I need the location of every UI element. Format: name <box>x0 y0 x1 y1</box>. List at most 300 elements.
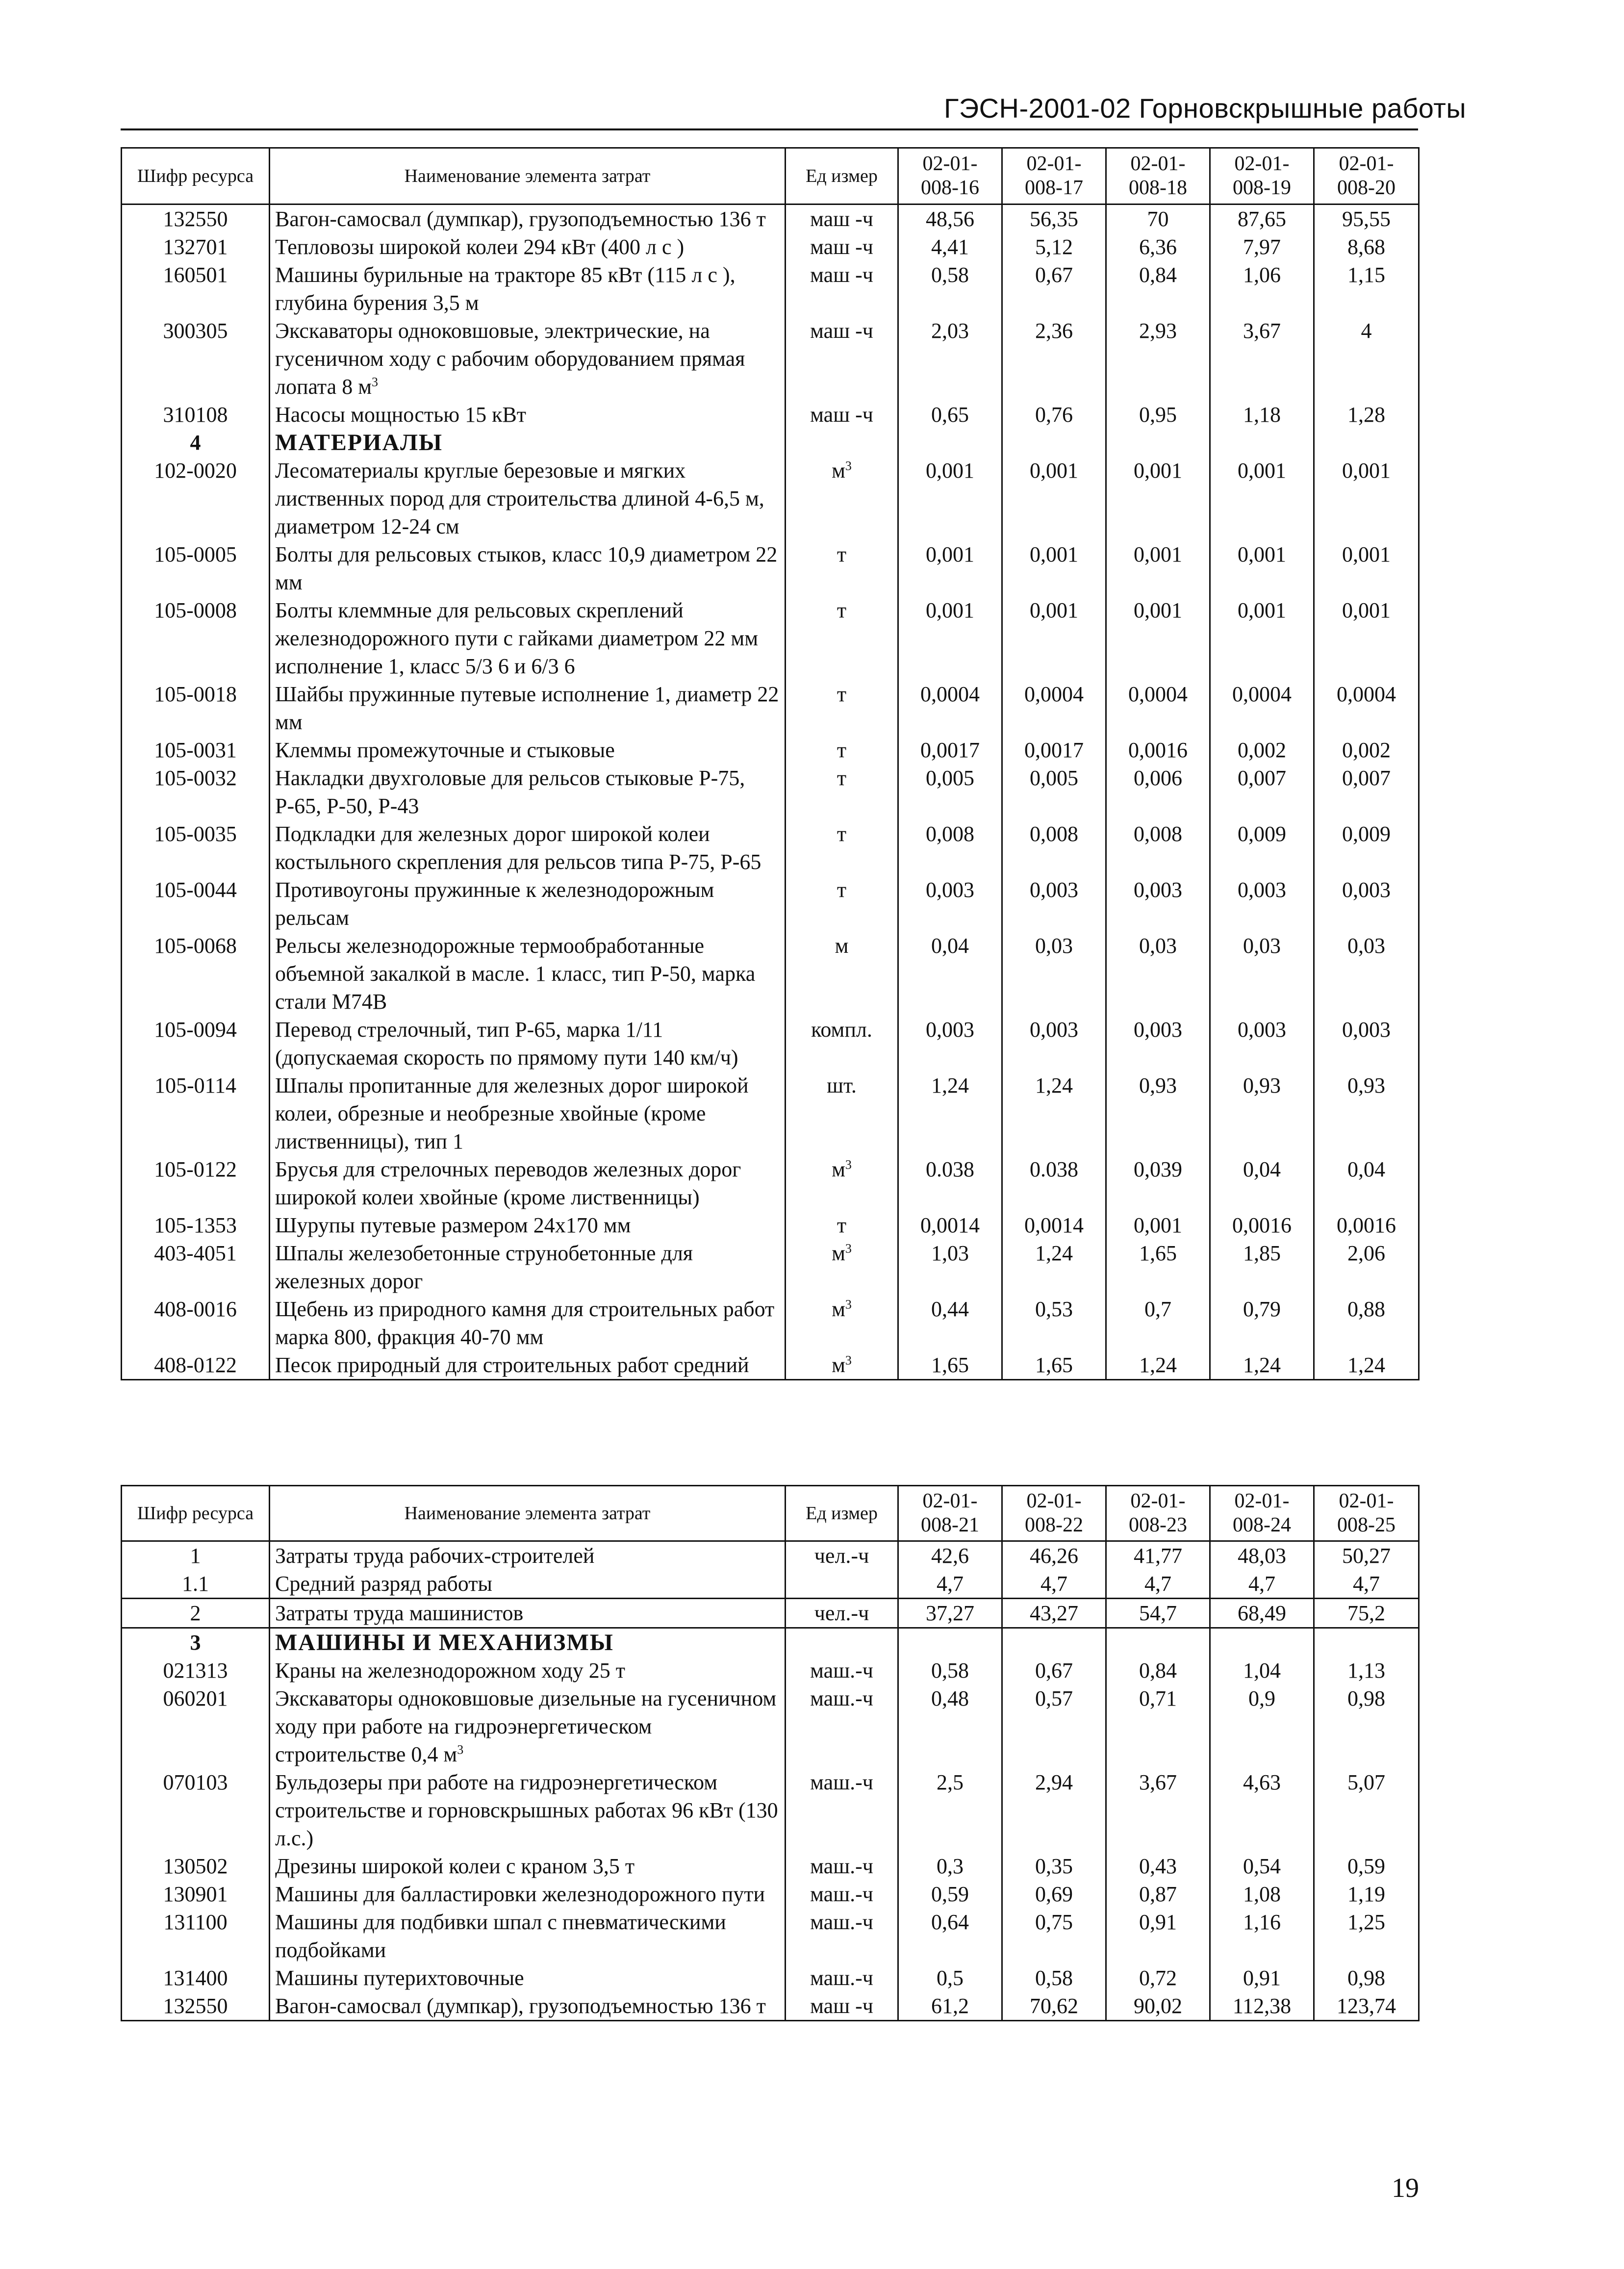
table-row <box>122 736 1419 764</box>
norm-value: 0,008 <box>926 822 974 846</box>
norm-value: 0,003 <box>926 1018 974 1042</box>
resource-name-cell <box>270 457 786 540</box>
col-header-unit: Ед измер <box>786 148 898 204</box>
table-row <box>122 540 1419 596</box>
table-row <box>122 317 1419 401</box>
value-cell <box>1210 1964 1314 1992</box>
norm-value: 2,5 <box>937 1770 964 1794</box>
resource-code-cell <box>122 1964 270 1992</box>
resource-code: 105-0018 <box>154 682 237 706</box>
value-cell <box>1106 429 1210 457</box>
resource-code-cell <box>122 1852 270 1880</box>
table-row <box>122 1570 1419 1599</box>
norm-value: 4,41 <box>931 235 969 259</box>
col-header-norm-2-prefix: 02-01- <box>1026 153 1082 175</box>
norm-value: 0,71 <box>1139 1686 1177 1710</box>
value-cell <box>1106 261 1210 317</box>
value-cell <box>898 1239 1002 1295</box>
table-row <box>122 1852 1419 1880</box>
value-cell <box>898 233 1002 261</box>
value-cell <box>1002 1016 1106 1071</box>
norm-value: 0,04 <box>931 934 969 958</box>
value-cell <box>1002 932 1106 1016</box>
norm-value: 2,36 <box>1035 319 1073 343</box>
norm-value: 0,002 <box>1238 738 1286 762</box>
norm-value: 0,79 <box>1243 1297 1281 1321</box>
resource-code: 4 <box>190 431 201 455</box>
norm-value: 0,59 <box>931 1882 969 1906</box>
value-cell <box>1210 1211 1314 1239</box>
resource-name: Машины для балластировки железнодорожного пути <box>275 1882 765 1906</box>
resource-code: 105-0122 <box>154 1157 237 1181</box>
resource-name-cell <box>270 401 786 429</box>
unit-label: т <box>837 598 847 622</box>
unit-label: маш.-ч <box>810 1854 873 1878</box>
resource-name-cell <box>270 680 786 736</box>
value-cell <box>1314 1599 1419 1628</box>
unit-cell <box>786 1570 898 1599</box>
resource-name: Краны на железнодорожном ходу 25 т <box>275 1658 626 1683</box>
unit-label: т <box>837 542 847 566</box>
value-cell <box>1002 1211 1106 1239</box>
norm-value: 1,85 <box>1243 1241 1281 1265</box>
norm-value: 3,67 <box>1139 1770 1177 1794</box>
norm-value: 0,53 <box>1035 1297 1073 1321</box>
value-cell <box>1002 1880 1106 1908</box>
col-header-norm-5-suffix: 008-20 <box>1337 177 1396 199</box>
unit-cell <box>786 932 898 1016</box>
value-cell <box>898 1768 1002 1852</box>
value-cell <box>1002 1351 1106 1380</box>
table-row <box>122 680 1419 736</box>
resource-code-cell <box>122 1599 270 1628</box>
norm-value: 0,84 <box>1139 263 1177 287</box>
unit-cell <box>786 1295 898 1351</box>
norm-value: 61,2 <box>931 1994 969 2018</box>
resource-name: Болты для рельсовых стыков, класс 10,9 диаметром 22 мм <box>275 542 778 594</box>
norm-value: 0,001 <box>1134 542 1182 566</box>
resource-code: 105-0005 <box>154 542 237 566</box>
value-cell <box>1106 1992 1210 2021</box>
unit-cell <box>786 317 898 401</box>
value-cell <box>898 1155 1002 1211</box>
value-cell <box>1106 401 1210 429</box>
resource-name: Брусья для стрелочных переводов железных дорог широкой колеи хвойные (кроме лиственницы) <box>275 1157 741 1209</box>
norm-value: 0,58 <box>931 1658 969 1683</box>
table-row <box>122 1155 1419 1211</box>
norm-value: 0,03 <box>1035 934 1073 958</box>
norm-value: 0,0016 <box>1337 1213 1396 1237</box>
unit-label: м <box>832 1157 845 1181</box>
norm-value: 0,93 <box>1243 1073 1281 1097</box>
norm-value: 90,02 <box>1134 1994 1182 2018</box>
value-cell <box>1314 1016 1419 1071</box>
norm-value: 0,93 <box>1347 1073 1385 1097</box>
value-cell <box>1210 1657 1314 1684</box>
resource-name-cell <box>270 876 786 932</box>
norm-value: 8,68 <box>1347 235 1385 259</box>
unit-cell <box>786 876 898 932</box>
col-header-norm-4-suffix: 008-24 <box>1233 1514 1291 1536</box>
unit-label: т <box>837 682 847 706</box>
resource-code-cell <box>122 820 270 876</box>
norm-value: 0,67 <box>1035 263 1073 287</box>
col-header-name: Наименование элемента затрат <box>270 1486 786 1541</box>
norm-value: 0,003 <box>926 878 974 902</box>
resource-name: Тепловозы широкой колеи 294 кВт (400 л с ) <box>275 235 685 259</box>
resource-name: Клеммы промежуточные и стыковые <box>275 738 615 762</box>
value-cell <box>1002 1628 1106 1657</box>
resource-name: Болты клеммные для рельсовых скреплений железнодорожного пути с гайками диаметром 22 мм исполнение 1, класс 5/3 6 и 6/3 6 <box>275 598 759 678</box>
norm-value: 1,08 <box>1243 1882 1281 1906</box>
value-cell <box>1002 820 1106 876</box>
unit-cell <box>786 1768 898 1852</box>
col-header-norm-2 <box>1002 1486 1106 1541</box>
unit-cell <box>786 764 898 820</box>
value-cell <box>1210 1992 1314 2021</box>
norm-value: 0,69 <box>1035 1882 1073 1906</box>
value-cell <box>898 401 1002 429</box>
table-row <box>122 1211 1419 1239</box>
resource-name: Шпалы пропитанные для железных дорог широкой колеи, обрезные и необрезные хвойные (кроме лиственницы), тип 1 <box>275 1073 749 1153</box>
value-cell <box>1314 1239 1419 1295</box>
value-cell <box>898 457 1002 540</box>
norm-value: 50,27 <box>1342 1544 1391 1568</box>
resource-name-cell <box>270 317 786 401</box>
resource-code-cell <box>122 233 270 261</box>
value-cell <box>1314 317 1419 401</box>
value-cell <box>1002 1768 1106 1852</box>
resource-name: Перевод стрелочный, тип Р-65, марка 1/11 (допускаемая скорость по прямому пути 140 км/ч) <box>275 1018 738 1070</box>
norm-value: 1,25 <box>1347 1910 1385 1934</box>
norm-value: 48,03 <box>1238 1544 1286 1568</box>
value-cell <box>1314 876 1419 932</box>
resource-name-cell <box>270 540 786 596</box>
norm-value: 4,7 <box>1144 1572 1171 1596</box>
resource-name: Средний разряд работы <box>275 1572 492 1596</box>
resource-name-cell <box>270 204 786 233</box>
col-header-norm-5-suffix: 008-25 <box>1337 1514 1396 1536</box>
resource-code-cell <box>122 540 270 596</box>
resource-name-cell <box>270 736 786 764</box>
norm-value: 0,001 <box>926 598 974 622</box>
resource-code-cell <box>122 204 270 233</box>
norm-value: 0,003 <box>1134 878 1182 902</box>
norm-value: 0,001 <box>1030 542 1078 566</box>
norm-value: 3,67 <box>1243 319 1281 343</box>
table-row <box>122 401 1419 429</box>
value-cell <box>1210 261 1314 317</box>
value-cell <box>1314 1992 1419 2021</box>
resource-name-cell <box>270 1016 786 1071</box>
norm-value: 0,75 <box>1035 1910 1073 1934</box>
resource-name: Щебень из природного камня для строительных работ марка 800, фракция 40-70 мм <box>275 1297 775 1349</box>
table-row <box>122 820 1419 876</box>
norm-value: 0,04 <box>1347 1157 1385 1181</box>
norm-value: 0,67 <box>1035 1658 1073 1683</box>
resource-name-cell <box>270 1155 786 1211</box>
value-cell <box>898 680 1002 736</box>
value-cell <box>1002 401 1106 429</box>
norm-value: 0,003 <box>1134 1018 1182 1042</box>
norm-value: 37,27 <box>926 1601 974 1625</box>
resource-name: Экскаваторы одноковшовые, электрические, на гусеничном ходу с рабочим оборудованием прямая лопата 8 м <box>275 319 745 399</box>
value-cell <box>1002 429 1106 457</box>
value-cell <box>1002 1908 1106 1964</box>
norm-value: 0,001 <box>1030 459 1078 483</box>
value-cell <box>1002 1239 1106 1295</box>
value-cell <box>1314 1155 1419 1211</box>
resource-code: 105-0031 <box>154 738 237 762</box>
table-row <box>122 1599 1419 1628</box>
unit-cell <box>786 680 898 736</box>
value-cell <box>1314 1570 1419 1599</box>
norm-value: 0,91 <box>1139 1910 1177 1934</box>
unit-cell <box>786 540 898 596</box>
resource-name-cell <box>270 820 786 876</box>
norm-value: 4,7 <box>1248 1572 1275 1596</box>
unit-superscript: 3 <box>845 1241 852 1256</box>
value-cell <box>1106 764 1210 820</box>
resource-code: 105-0114 <box>154 1073 237 1097</box>
norm-value: 0,04 <box>1243 1157 1281 1181</box>
unit-label: т <box>837 1213 847 1237</box>
value-cell <box>1106 204 1210 233</box>
norm-value: 75,2 <box>1347 1601 1385 1625</box>
col-header-norm-3 <box>1106 1486 1210 1541</box>
value-cell <box>1314 736 1419 764</box>
value-cell <box>1106 1908 1210 1964</box>
resource-name: Машины путерихтовочные <box>275 1966 524 1990</box>
norm-value: 0.038 <box>1030 1157 1078 1181</box>
value-cell <box>898 1211 1002 1239</box>
col-header-norm-1 <box>898 148 1002 204</box>
unit-cell <box>786 1964 898 1992</box>
resource-code: 1.1 <box>182 1572 209 1596</box>
value-cell <box>1210 876 1314 932</box>
unit-cell <box>786 1992 898 2021</box>
resource-name: Бульдозеры при работе на гидроэнергетическом строительстве и горновскрышных работах 96 кВт (130 л.с.) <box>275 1770 778 1850</box>
col-header-norm-1-suffix: 008-21 <box>921 1514 979 1536</box>
value-cell <box>898 596 1002 680</box>
resource-name-cell <box>270 1964 786 1992</box>
norm-value: 0,59 <box>1347 1854 1385 1878</box>
value-cell <box>898 1880 1002 1908</box>
value-cell <box>1106 1295 1210 1351</box>
table-row <box>122 1768 1419 1852</box>
resource-name-cell <box>270 1541 786 1570</box>
norm-value: 0,3 <box>937 1854 964 1878</box>
value-cell <box>1210 1599 1314 1628</box>
value-cell <box>1106 1852 1210 1880</box>
value-cell <box>1002 1599 1106 1628</box>
norm-value: 0,0004 <box>920 682 980 706</box>
value-cell <box>1314 764 1419 820</box>
value-cell <box>1314 1880 1419 1908</box>
value-cell <box>1210 540 1314 596</box>
col-header-norm-2-suffix: 008-22 <box>1025 1514 1083 1536</box>
value-cell <box>898 1628 1002 1657</box>
value-cell <box>1106 1211 1210 1239</box>
unit-superscript: 3 <box>845 459 852 473</box>
norm-value: 0,007 <box>1238 766 1286 790</box>
value-cell <box>1314 1351 1419 1380</box>
value-cell <box>1106 736 1210 764</box>
value-cell <box>1314 932 1419 1016</box>
value-cell <box>1002 1964 1106 1992</box>
table-row <box>122 1295 1419 1351</box>
norm-value: 95,55 <box>1342 207 1391 231</box>
value-cell <box>1002 1684 1106 1768</box>
value-cell <box>1314 820 1419 876</box>
resource-code-cell <box>122 1351 270 1380</box>
norm-value: 70,62 <box>1030 1994 1078 2018</box>
table-row <box>122 204 1419 233</box>
value-cell <box>1106 1684 1210 1768</box>
norm-value: 0,001 <box>1134 1213 1182 1237</box>
unit-cell <box>786 457 898 540</box>
resource-code: 2 <box>190 1601 201 1625</box>
value-cell <box>898 1570 1002 1599</box>
resource-name: Машины бурильные на тракторе 85 кВт (115 л с ), глубина бурения 3,5 м <box>275 263 736 315</box>
unit-label: м <box>832 1241 845 1265</box>
resource-name-superscript: 3 <box>457 1742 464 1757</box>
page-header-title: ГЭСН-2001-02 Горновскрышные работы <box>944 93 1467 124</box>
value-cell <box>1210 596 1314 680</box>
resource-name: Затраты труда машинистов <box>275 1601 524 1625</box>
norm-value: 56,35 <box>1030 207 1078 231</box>
norm-value: 0,35 <box>1035 1854 1073 1878</box>
norm-value: 0,003 <box>1238 1018 1286 1042</box>
resource-name: Шурупы путевые размером 24х170 мм <box>275 1213 631 1237</box>
norm-value: 1,24 <box>1035 1073 1073 1097</box>
col-header-norm-4-suffix: 008-19 <box>1233 177 1291 199</box>
unit-cell <box>786 1351 898 1380</box>
unit-label: чел.-ч <box>814 1544 869 1568</box>
value-cell <box>1106 680 1210 736</box>
resource-code-cell <box>122 1908 270 1964</box>
value-cell <box>1106 1239 1210 1295</box>
value-cell <box>898 1351 1002 1380</box>
norm-value: 0,95 <box>1139 403 1177 427</box>
norm-value: 0,0016 <box>1232 1213 1292 1237</box>
unit-label: т <box>837 738 847 762</box>
norm-value: 4,7 <box>1353 1572 1380 1596</box>
resource-name-cell <box>270 1599 786 1628</box>
unit-label: маш -ч <box>810 207 873 231</box>
resource-code-cell <box>122 764 270 820</box>
value-cell <box>1002 233 1106 261</box>
resource-table-1 <box>121 147 1420 1380</box>
unit-label: чел.-ч <box>814 1601 869 1625</box>
col-header-norm-1 <box>898 1486 1002 1541</box>
value-cell <box>1210 1570 1314 1599</box>
norm-value: 0,88 <box>1347 1297 1385 1321</box>
col-header-norm-3 <box>1106 148 1210 204</box>
norm-value: 2,06 <box>1347 1241 1385 1265</box>
value-cell <box>1314 401 1419 429</box>
norm-value: 0,7 <box>1144 1297 1171 1321</box>
resource-name: МАШИНЫ И МЕХАНИЗМЫ <box>275 1630 614 1656</box>
table-row <box>122 1016 1419 1071</box>
norm-value: 7,97 <box>1243 235 1281 259</box>
value-cell <box>898 1684 1002 1768</box>
unit-cell <box>786 1880 898 1908</box>
unit-cell <box>786 820 898 876</box>
table-row <box>122 932 1419 1016</box>
value-cell <box>1002 876 1106 932</box>
col-header-name: Наименование элемента затрат <box>270 148 786 204</box>
unit-superscript: 3 <box>845 1157 852 1172</box>
resource-name: Противоугоны пружинные к железнодорожным рельсам <box>275 878 714 930</box>
value-cell <box>1314 1684 1419 1768</box>
value-cell <box>898 736 1002 764</box>
resource-code-cell <box>122 1541 270 1570</box>
resource-name: Экскаваторы одноковшовые дизельные на гусеничном ходу при работе на гидроэнергетическом строительстве 0,4 м <box>275 1686 777 1766</box>
resource-name: Шпалы железобетонные струнобетонные для железных дорог <box>275 1241 693 1293</box>
resource-name: Насосы мощностью 15 кВт <box>275 403 527 427</box>
value-cell <box>1002 680 1106 736</box>
value-cell <box>1210 401 1314 429</box>
value-cell <box>1314 1657 1419 1684</box>
resource-code-cell <box>122 1684 270 1768</box>
resource-code: 105-0094 <box>154 1018 237 1042</box>
unit-cell <box>786 204 898 233</box>
value-cell <box>1314 204 1419 233</box>
value-cell <box>1002 540 1106 596</box>
norm-value: 0,0004 <box>1128 682 1188 706</box>
norm-value: 0,001 <box>1238 542 1286 566</box>
value-cell <box>1002 1155 1106 1211</box>
resource-name: Лесоматериалы круглые березовые и мягких лиственных пород для строительства длиной 4-6,5 м, диаметром 12-24 см <box>275 459 764 538</box>
norm-value: 6,36 <box>1139 235 1177 259</box>
resource-name: Дрезины широкой колеи с краном 3,5 т <box>275 1854 635 1878</box>
col-header-norm-3-prefix: 02-01- <box>1130 153 1186 175</box>
norm-value: 0,001 <box>1342 459 1391 483</box>
value-cell <box>1002 1992 1106 2021</box>
value-cell <box>1210 1295 1314 1351</box>
value-cell <box>898 204 1002 233</box>
value-cell <box>1314 1295 1419 1351</box>
norm-value: 0,005 <box>1030 766 1078 790</box>
value-cell <box>898 820 1002 876</box>
resource-code: 130502 <box>163 1854 228 1878</box>
norm-value: 0,91 <box>1243 1966 1281 1990</box>
page-number: 19 <box>1392 2173 1419 2203</box>
resource-code: 132550 <box>163 207 228 231</box>
unit-superscript: 3 <box>845 1297 852 1312</box>
section-row <box>122 429 1419 457</box>
table-row <box>122 1992 1419 2021</box>
resource-name-cell <box>270 1992 786 2021</box>
value-cell <box>1210 1852 1314 1880</box>
col-header-norm-4-prefix: 02-01- <box>1234 153 1290 175</box>
resource-name-superscript: 3 <box>372 375 379 389</box>
resource-code-cell <box>122 1155 270 1211</box>
unit-cell <box>786 1541 898 1570</box>
value-cell <box>1314 1964 1419 1992</box>
resource-code-cell <box>122 1570 270 1599</box>
resource-name-cell <box>270 932 786 1016</box>
value-cell <box>898 261 1002 317</box>
value-cell <box>1106 317 1210 401</box>
norm-value: 0,003 <box>1030 878 1078 902</box>
value-cell <box>898 317 1002 401</box>
value-cell <box>1314 429 1419 457</box>
value-cell <box>1210 1351 1314 1380</box>
value-cell <box>1106 876 1210 932</box>
unit-label: маш.-ч <box>810 1658 873 1683</box>
